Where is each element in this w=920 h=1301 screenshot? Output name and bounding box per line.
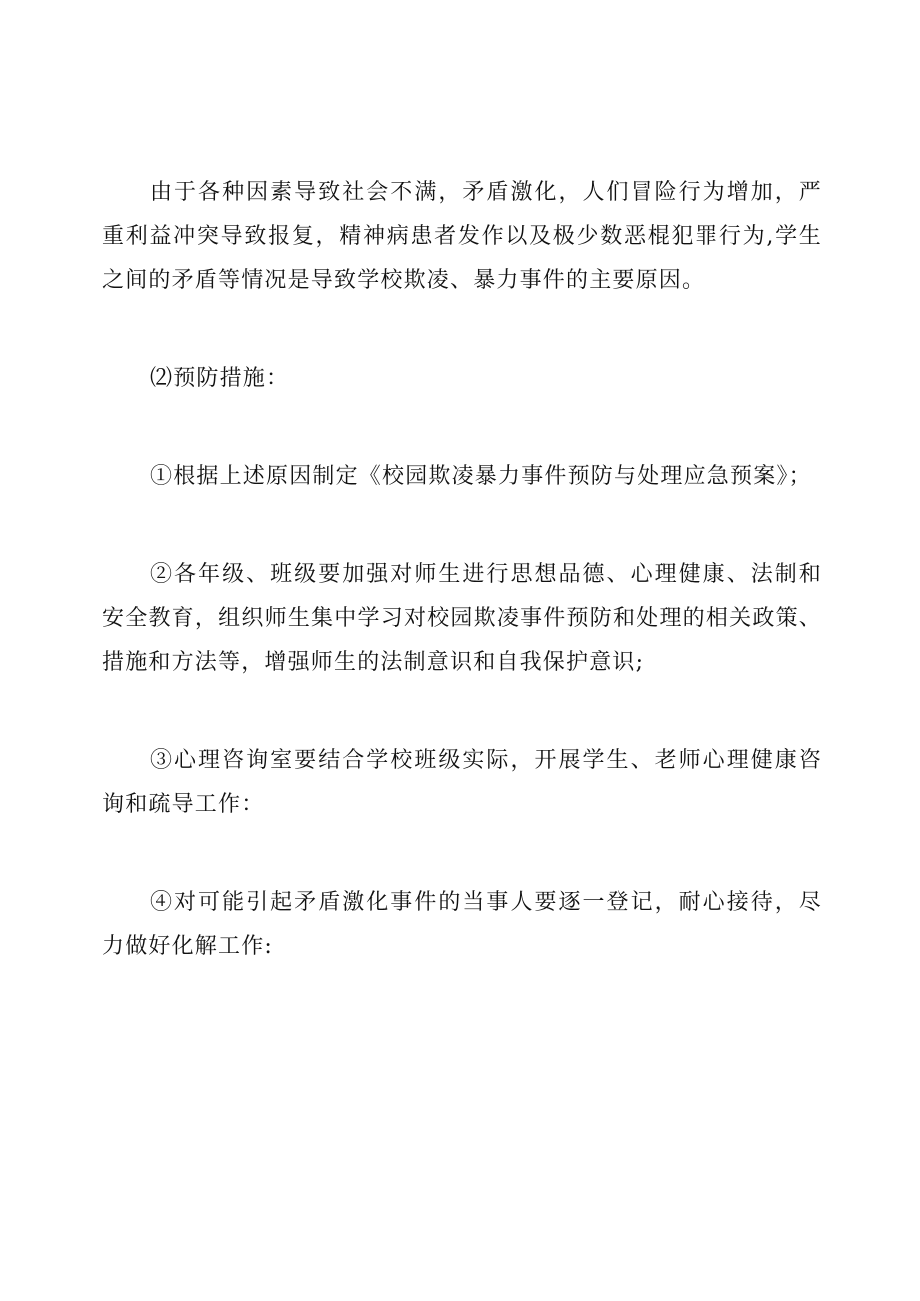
paragraph-causes: 由于各种因素导致社会不满，矛盾激化，人们冒险行为增加，严重利益冲突导致报复，精神病患者发作以及极少数恶棍犯罪行为,学生之间的矛盾等情况是导致学校欺凌、暴力事件的主要原因。 (102, 180, 822, 293)
list-item-measure-4: ④对可能引起矛盾激化事件的当事人要逐一登记，耐心接待，尽力做好化解工作: (102, 890, 822, 959)
list-item-measure-2: ②各年级、班级要加强对师生进行思想品德、心理健康、法制和安全教育，组织师生集中学习对校园欺凌事件预防和处理的相关政策、措施和方法等，增强师生的法制意识和自我保护意识; (102, 562, 822, 675)
document-body (102, 171, 822, 1023)
list-item-measure-1: ①根据上述原因制定《校园欺凌暴力事件预防与处理应急预案》； (150, 464, 812, 489)
list-item-measure-3: ③心理咨询室要结合学校班级实际，开展学生、老师心理健康咨询和疏导工作： (102, 748, 822, 817)
section-heading-prevention: ⑵预防措施： (150, 366, 290, 391)
